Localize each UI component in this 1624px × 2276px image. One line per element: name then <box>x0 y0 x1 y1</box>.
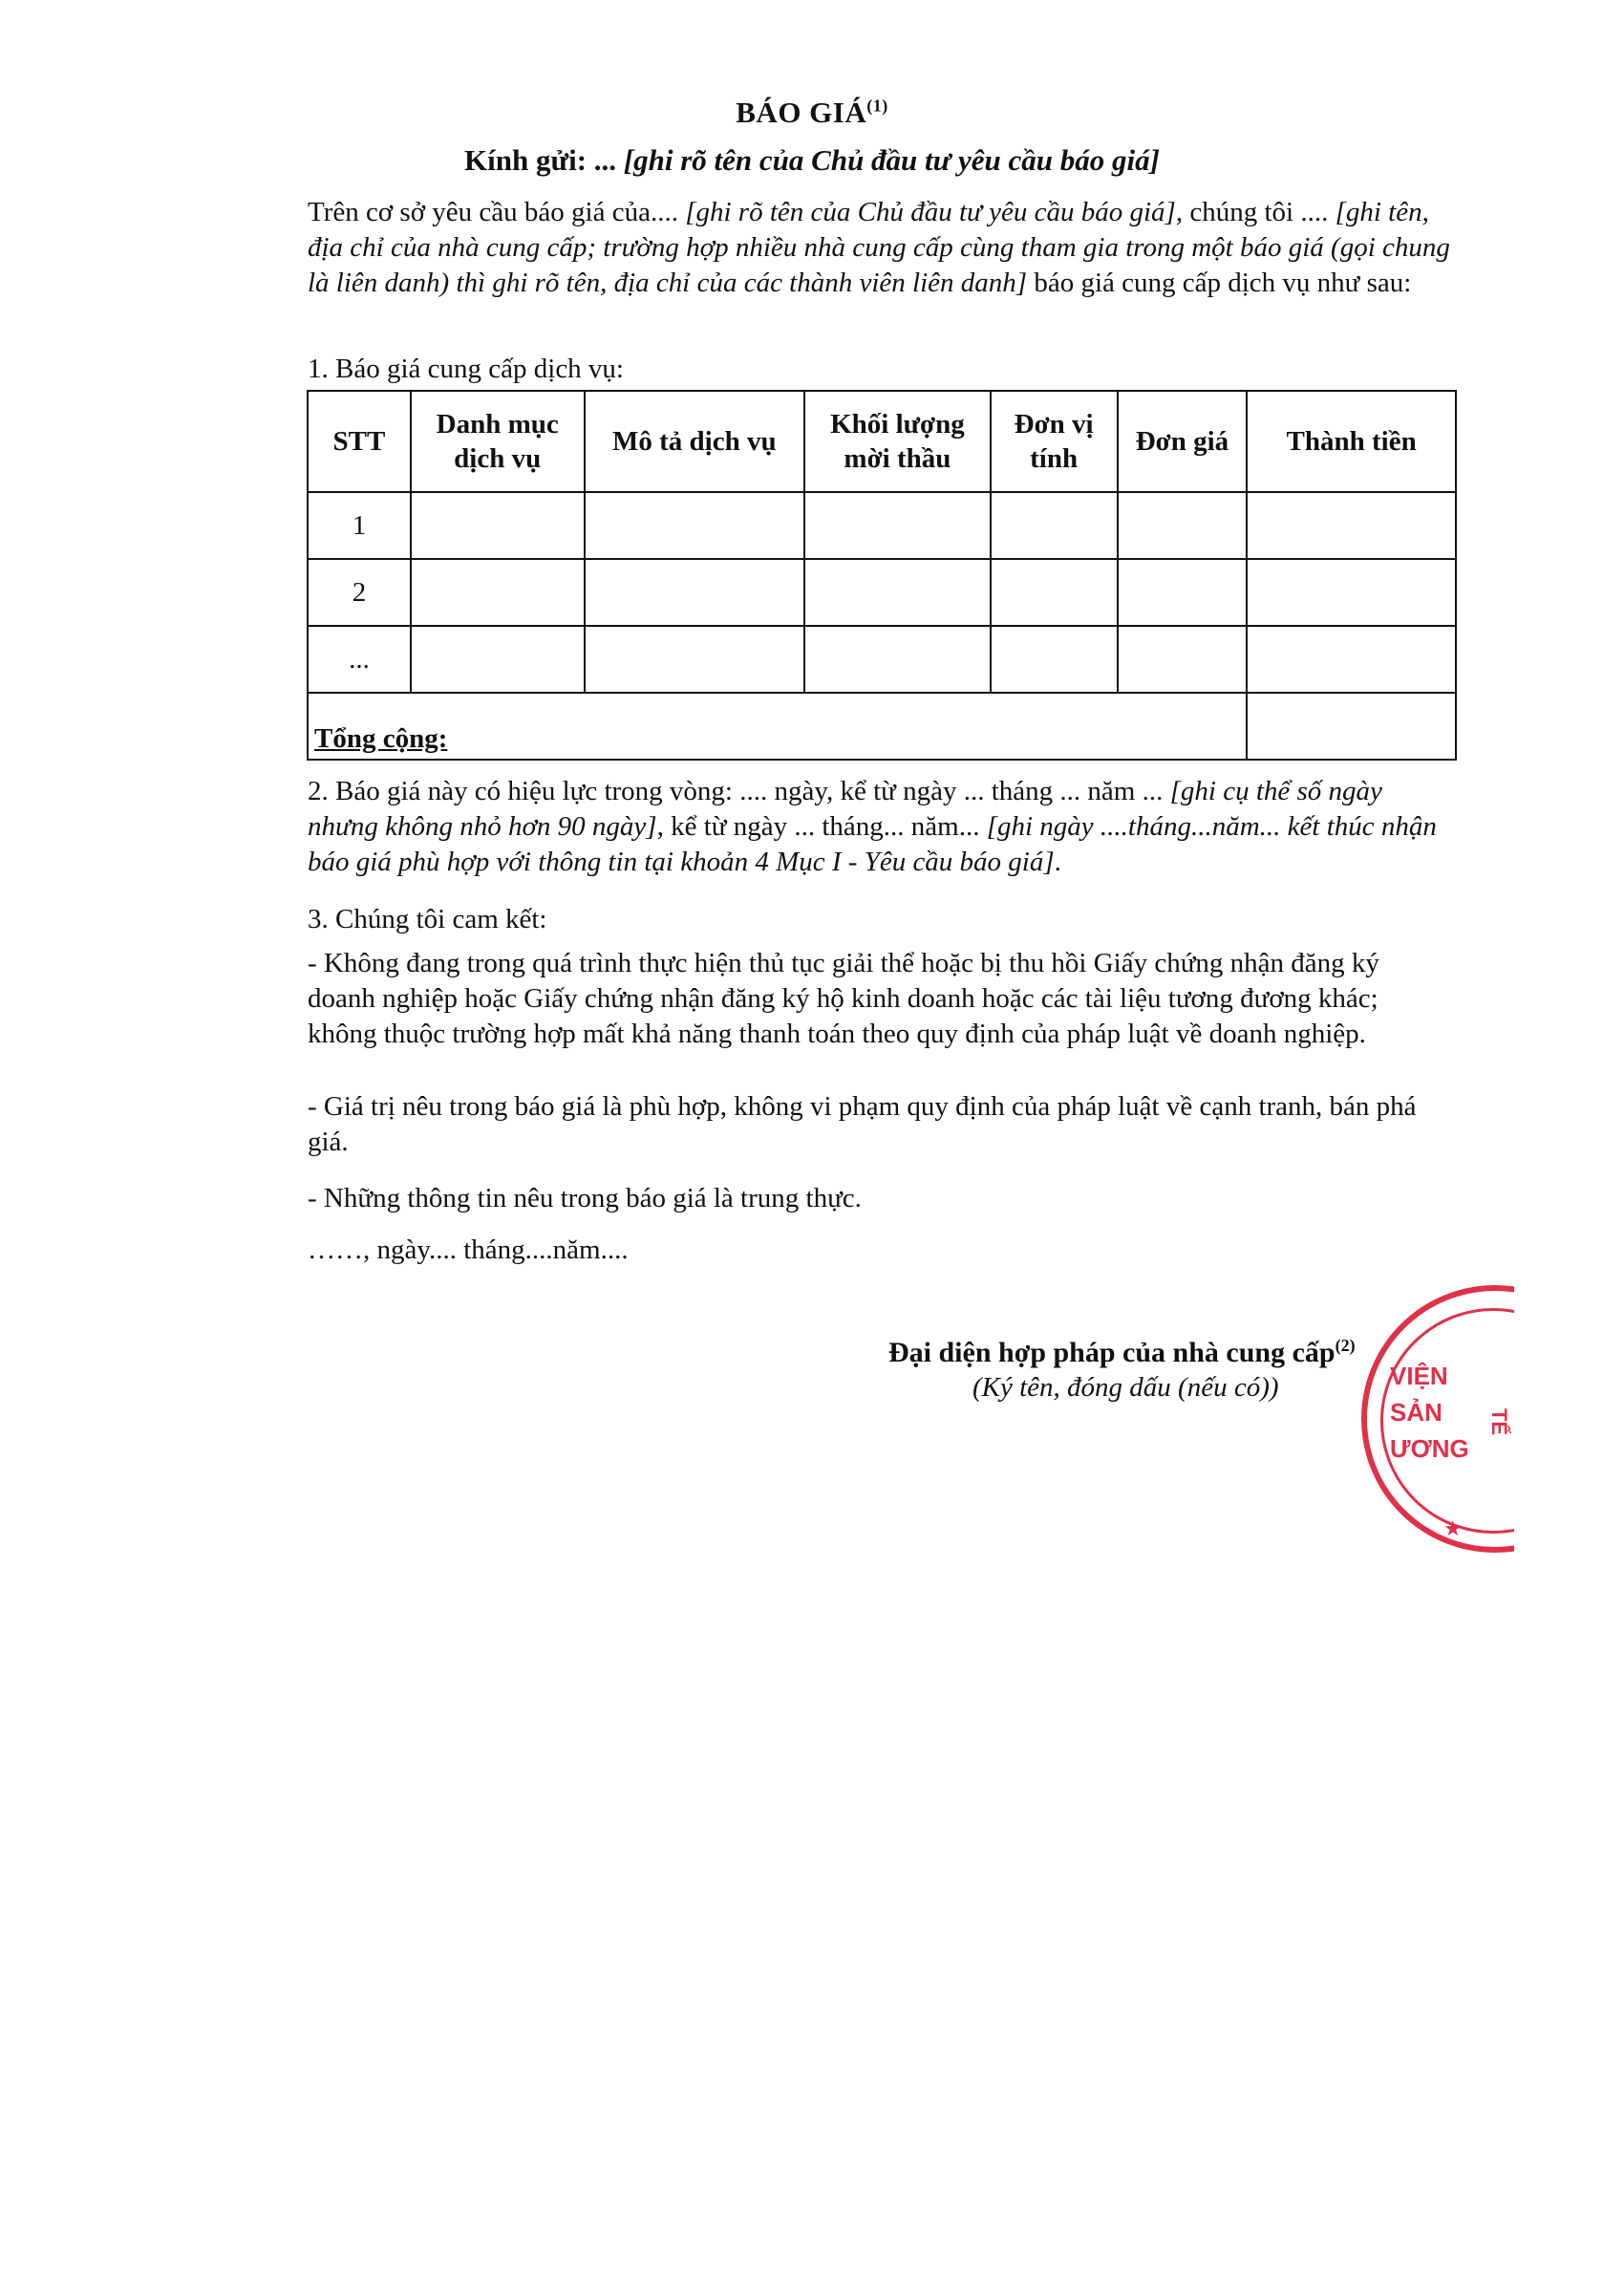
validity-text-1: 2. Báo giá này có hiệu lực trong vòng: .... ngày, kể từ ngày ... tháng ... năm ... <box>308 776 1170 806</box>
validity-text-2: , kể từ ngày ... tháng... năm... <box>656 811 987 842</box>
table-cell <box>585 626 805 693</box>
section-3-heading: 3. Chúng tôi cam kết: <box>308 904 547 934</box>
table-total-row <box>308 693 1456 760</box>
date-line: ……, ngày.... tháng....năm.... <box>308 1235 629 1265</box>
total-value-cell <box>1247 693 1456 760</box>
signature-footnote-mark: (2) <box>1335 1336 1356 1355</box>
signature-note: (Ký tên, đóng dấu (nếu có)) <box>972 1372 1279 1403</box>
total-label: Tổng cộng: <box>308 693 1247 760</box>
document-title <box>0 96 1624 130</box>
company-stamp <box>1323 1266 1552 1562</box>
title-text: BÁO GIÁ <box>736 96 867 129</box>
header-quantity: Khối lượng mời thầu <box>804 391 991 492</box>
table-cell <box>804 626 991 693</box>
table-cell <box>1247 559 1456 626</box>
header-service-description: Mô tả dịch vụ <box>585 391 805 492</box>
table-cell <box>1247 626 1456 693</box>
header-unit-price: Đơn giá <box>1118 391 1248 492</box>
section-2-paragraph <box>308 774 1454 880</box>
intro-paragraph <box>308 195 1454 301</box>
header-unit: Đơn vị tính <box>991 391 1118 492</box>
commitment-3: - Những thông tin nêu trong báo giá là trung thực. <box>308 1183 862 1213</box>
header-stt: STT <box>308 391 411 492</box>
table-cell <box>1118 626 1248 693</box>
row-index: 1 <box>308 492 411 559</box>
table-cell <box>804 492 991 559</box>
intro-text-1: Trên cơ sở yêu cầu báo giá của.... <box>308 197 686 227</box>
table-cell <box>411 626 585 693</box>
intro-text-3: báo giá cung cấp dịch vụ như sau: <box>1027 268 1412 298</box>
row-index: 2 <box>308 559 411 626</box>
table-cell <box>411 559 585 626</box>
commitment-2: - Giá trị nêu trong báo giá là phù hợp, không vi phạm quy định của pháp luật về cạnh tranh, bán phá giá. <box>308 1091 1417 1157</box>
star-icon: ★ <box>1443 1516 1463 1540</box>
quote-table <box>307 390 1457 761</box>
table-row <box>308 492 1456 559</box>
table-cell <box>411 492 585 559</box>
intro-text-2: , chúng tôi .... <box>1175 197 1336 227</box>
intro-placeholder-1: [ghi rõ tên của Chủ đầu tư yêu cầu báo giá] <box>685 197 1176 227</box>
title-footnote-mark: (1) <box>866 96 888 116</box>
recipient-placeholder: [ghi rõ tên của Chủ đầu tư yêu cầu báo giá] <box>623 143 1160 177</box>
intro-placeholder-2: [ghi tên, địa chỉ của nhà cung cấp; trường hợp nhiều nhà cung cấp cùng tham gia trong một báo giá (gọi chung là liên danh) thì ghi rõ tên, địa chỉ của các thành viên liên danh] <box>308 197 1450 298</box>
stamp-line: ƯƠNG <box>1390 1434 1469 1463</box>
signature-title-text: Đại diện hợp pháp của nhà cung cấp <box>888 1337 1336 1368</box>
table-cell <box>991 559 1118 626</box>
table-row <box>308 559 1456 626</box>
row-index: ... <box>308 626 411 693</box>
recipient-line <box>0 143 1624 178</box>
table-cell <box>585 492 805 559</box>
commitment-1: - Không đang trong quá trình thực hiện thủ tục giải thể hoặc bị thu hồi Giấy chứng nhận đăng ký doanh nghiệp hoặc Giấy chứng nhận đăng ký hộ kinh doanh hoặc các tài liệu tương đương khác; không thuộc trường hợp mất khả năng thanh toán theo quy định của pháp luật về doanh nghiệp. <box>308 948 1379 1049</box>
stamp-text <box>1390 1358 1469 1467</box>
stamp-edge-text: TẾ <box>1487 1407 1512 1436</box>
validity-placeholder-2: [ghi ngày ....tháng...năm... kết thúc nhận báo giá phù hợp với thông tin tại khoản 4 Mục I - Yêu cầu báo giá] <box>308 811 1437 877</box>
header-service-category: Danh mục dịch vụ <box>411 391 585 492</box>
table-cell <box>804 559 991 626</box>
header-amount: Thành tiền <box>1247 391 1456 492</box>
signature-title <box>888 1336 1356 1369</box>
table-cell <box>991 492 1118 559</box>
section-1-heading: 1. Báo giá cung cấp dịch vụ: <box>308 354 624 384</box>
table-header-row <box>308 391 1456 492</box>
validity-placeholder-1: [ghi cụ thể số ngày nhưng không nhỏ hơn 90 ngày] <box>308 776 1382 842</box>
stamp-line: VIỆN <box>1390 1362 1448 1390</box>
table-cell <box>1118 492 1248 559</box>
recipient-label: Kính gửi: ... <box>464 143 624 177</box>
table-cell <box>1118 559 1248 626</box>
table-cell <box>585 559 805 626</box>
table-cell <box>1247 492 1456 559</box>
validity-text-3: . <box>1054 847 1061 877</box>
table-row <box>308 626 1456 693</box>
table-cell <box>991 626 1118 693</box>
stamp-line: SẢN <box>1390 1398 1442 1427</box>
